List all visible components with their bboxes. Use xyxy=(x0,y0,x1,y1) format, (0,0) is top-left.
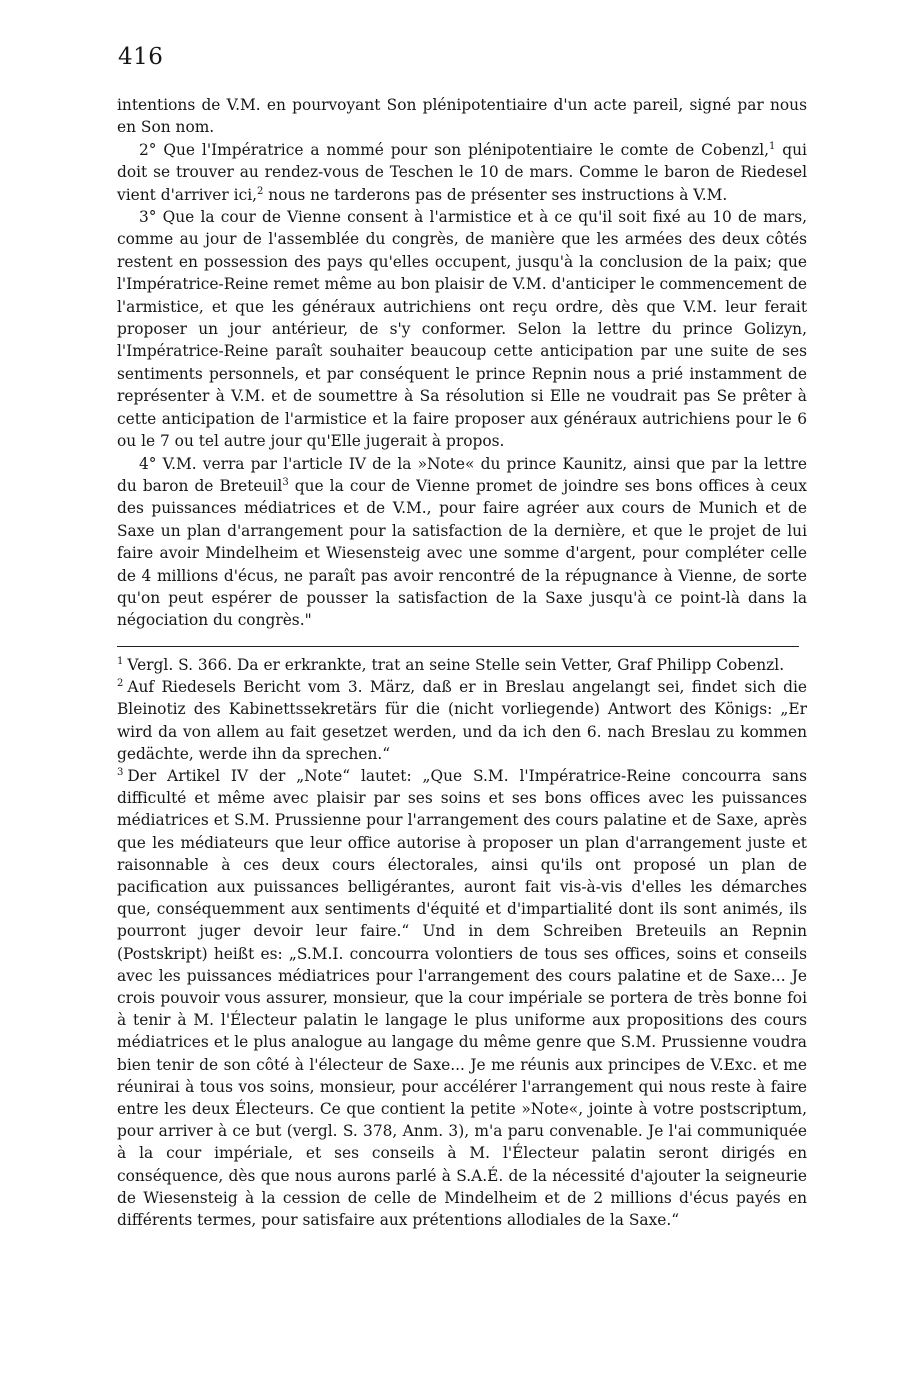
main-text xyxy=(117,94,807,632)
paragraph xyxy=(117,206,807,452)
page-number: 416 xyxy=(118,44,164,70)
footnote-text: Der Artikel IV der „Note“ lautet: „Que S.M. l'Impératrice-Reine concourra sans difficulté et même avec plaisir par ses soins et ses bons offices avec les puissances médiatrices et S.M. Prussienne pour l'arrangement des cours palatine et de Saxe, après que les médiateurs que leur office autorise à proposer un plan d'arrangement juste et raisonnable à ces deux cours électorales, ainsi qu'ils ont proposé un plan de pacification aux puissances belligérantes, auront fait vis-à-vis d'elles les démarches que, conséquemment aux sentiments d'équité et d'impartialité dont ils sont animés, ils pourront juger devoir leur faire.“ Und in dem Schreiben Breteuils an Repnin (Postskript) heißt es: „S.M.I. concourra volontiers de tous ses offices, soins et conseils avec les puissances médiatrices pour l'arrangement des cours palatine et de Saxe... Je crois pouvoir vous assurer, monsieur, que la cour impériale se portera de très bonne foi à tenir à M. l'Électeur palatin le langage le plus uniforme aux propositions des cours médiatrices et le plus analogue au langage du même genre que S.M. Prussienne voudra bien tenir de son côté à l'électeur de Saxe... Je me réunis aux principes de V.Exc. et me réunirai à tous vos soins, monsieur, pour accélérer l'arrangement qui nous reste à faire entre les deux Électeurs. Ce que contient la petite »Note«, jointe à votre postscriptum, pour arriver à ce but (vergl. S. 378, Anm. 3), m'a paru convenable. Je l'ai communiquée à la cour impériale, et ses conseils à M. l'Électeur palatin seront dirigés en conséquence, dès que nous aurons parlé à S.A.É. de la nécessité d'ajouter la seigneurie de Wiesensteig à la cession de celle de Mindelheim et de 2 millions d'écus payés en différents termes, pour satisfaire aux prétentions allodiales de la Saxe.“ xyxy=(117,767,807,1230)
footnote-reference: 1 xyxy=(769,140,776,152)
paragraph-text: nous ne tarderons pas de présenter ses instructions à V.M. xyxy=(263,185,728,204)
footnote-divider xyxy=(117,646,799,647)
footnote xyxy=(117,765,807,1231)
paragraph-text: 2° Que l'Impératrice a nommé pour son plénipotentiaire le comte de Cobenzl, xyxy=(139,140,770,159)
footnote xyxy=(117,676,807,765)
footnote-text: Auf Riedesels Bericht vom 3. März, daß er in Breslau angelangt sei, findet sich die Bleinotiz des Kabinettssekretärs für die (nicht vorliegende) Antwort des Königs: „Er wird da von allem au fait gesetzet werden, und da ich den 6. nach Breslau zu kommen gedächte, werde ihn da sprechen.“ xyxy=(117,678,807,763)
paragraph xyxy=(117,94,807,139)
footnotes xyxy=(117,654,807,1231)
footnote xyxy=(117,654,807,676)
footnote-reference: 2 xyxy=(257,185,264,197)
paragraph-text: 4° V.M. verra par l'article IV de la »Note« du prince Kaunitz, ainsi que par la lettre du baron de Breteuil xyxy=(117,454,807,495)
footnote-text: Vergl. S. 366. Da er erkrankte, trat an seine Stelle sein Vetter, Graf Philipp Cobenzl. xyxy=(127,656,785,674)
paragraph xyxy=(117,139,807,206)
paragraph-text: intentions de V.M. en pourvoyant Son plénipotentiaire d'un acte pareil, signé par nous en Son nom. xyxy=(117,96,807,137)
footnote-reference: 3 xyxy=(282,476,289,488)
paragraph xyxy=(117,453,807,632)
footnote-marker: 1 xyxy=(117,655,124,667)
paragraph-text: qui doit se trouver au rendez-vous de Teschen le 10 de mars. Comme le baron de Riedesel vient d'arriver ici, xyxy=(117,140,807,204)
footnote-marker: 2 xyxy=(117,678,124,690)
footnote-marker: 3 xyxy=(117,766,124,778)
paragraph-text: que la cour de Vienne promet de joindre ses bons offices à ceux des puissances médiatrices et de V.M., pour faire agréer aux cours de Munich et de Saxe un plan d'arrangement pour la satisfaction de la dernière, et que le projet de lui faire avoir Mindelheim et Wiesensteig avec une somme d'argent, pour compléter celle de 4 millions d'écus, ne paraît pas avoir rencontré de la répugnance à Vienne, de sorte qu'on peut espérer de pousser la satisfaction de la Saxe jusqu'à ce point-là dans la négociation du congrès." xyxy=(117,476,807,630)
paragraph-text: 3° Que la cour de Vienne consent à l'armistice et à ce qu'il soit fixé au 10 de mars, comme au jour de l'assemblée du congrès, de manière que les armées des deux côtés restent en possession des pays qu'elles occupent, jusqu'à la conclusion de la paix; que l'Impératrice-Reine remet même au bon plaisir de V.M. d'anticiper le commencement de l'armistice, et que les généraux autrichiens ont reçu ordre, dès que V.M. leur ferait proposer un jour antérieur, de s'y conformer. Selon la lettre du prince Golizyn, l'Impératrice-Reine paraît souhaiter beaucoup cette anticipation par une suite de ses sentiments personnels, et par conséquent le prince Repnin nous a prié instamment de représenter à V.M. et de soumettre à Sa résolution si Elle ne voudrait pas Se prêter à cette anticipation de l'armistice et la faire proposer aux généraux autrichiens pour le 6 ou le 7 ou tel autre jour qu'Elle jugerait à propos. xyxy=(117,208,807,451)
